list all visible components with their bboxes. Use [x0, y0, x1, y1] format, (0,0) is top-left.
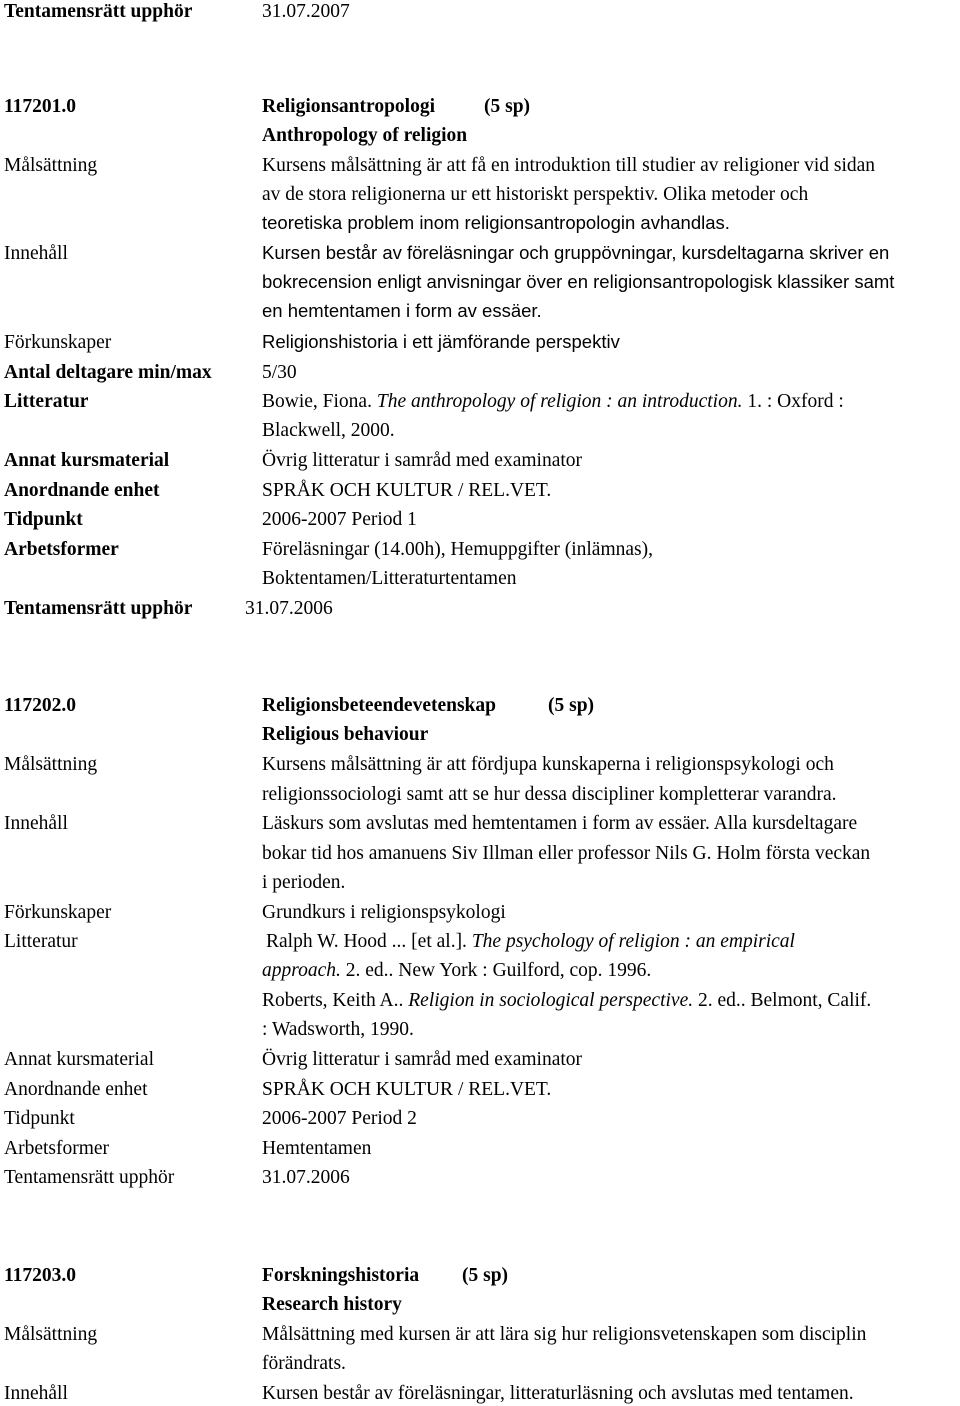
- annat-label: Annat kursmaterial: [4, 450, 170, 471]
- tidpunkt-value: 2006-2007 Period 2: [262, 1108, 417, 1129]
- top-value: 31.07.2007: [262, 1, 350, 22]
- tentamen-label: Tentamensrätt upphör: [4, 598, 193, 619]
- course-subtitle: Anthropology of religion: [262, 125, 468, 146]
- anordnande-value: SPRÅK OCH KULTUR / REL.VET.: [262, 480, 552, 501]
- course-credits: (5 sp): [462, 1265, 509, 1286]
- course-code: 117201.0: [4, 96, 77, 117]
- course-credits: (5 sp): [548, 695, 595, 716]
- anordnande-label: Anordnande enhet: [4, 1079, 148, 1100]
- forkunskaper-label: Förkunskaper: [4, 332, 112, 353]
- tentamen-value: 31.07.2006: [262, 1167, 350, 1188]
- tidpunkt-label: Tidpunkt: [4, 509, 83, 530]
- forkunskaper-label: Förkunskaper: [4, 902, 112, 923]
- litteratur-entry-cont: approach. 2. ed.. New York : Guilford, cop. 1996.: [262, 960, 652, 981]
- innehall-line: Läskurs som avslutas med hemtentamen i form av essäer. Alla kursdeltagare: [262, 813, 858, 834]
- course-code: 117202.0: [4, 695, 77, 716]
- antal-label: Antal deltagare min/max: [4, 362, 212, 383]
- course-subtitle: Research history: [262, 1294, 402, 1315]
- litteratur-entry: Roberts, Keith A.. Religion in sociological perspective. 2. ed.. Belmont, Calif.: [262, 990, 872, 1011]
- innehall-line: i perioden.: [262, 872, 346, 893]
- litteratur-entry: Bowie, Fiona. The anthropology of religion : an introduction. 1. : Oxford :: [262, 391, 844, 412]
- litteratur-label: Litteratur: [4, 931, 78, 952]
- malsattning-label: Målsättning: [4, 155, 98, 176]
- malsattning-line: Kursens målsättning är att få en introduktion till studier av religioner vid sidan: [262, 155, 876, 176]
- innehall-label: Innehåll: [4, 813, 68, 834]
- malsattning-line: förändrats.: [262, 1353, 346, 1374]
- course-credits: (5 sp): [484, 96, 531, 117]
- course-subtitle: Religious behaviour: [262, 724, 429, 745]
- tidpunkt-value: 2006-2007 Period 1: [262, 509, 417, 530]
- forkunskaper-value: Religionshistoria i ett jämförande perspektiv: [262, 331, 620, 352]
- annat-value: Övrig litteratur i samråd med examinator: [262, 1049, 583, 1070]
- innehall-line: bokrecension enligt anvisningar över en religionsantropologisk klassiker samt: [262, 271, 895, 292]
- annat-label: Annat kursmaterial: [4, 1049, 154, 1070]
- litteratur-label: Litteratur: [4, 391, 89, 412]
- anordnande-value: SPRÅK OCH KULTUR / REL.VET.: [262, 1079, 552, 1100]
- annat-value: Övrig litteratur i samråd med examinator: [262, 450, 583, 471]
- course-title: Forskningshistoria: [262, 1265, 420, 1286]
- arbetsformer-line: Föreläsningar (14.00h), Hemuppgifter (inlämnas),: [262, 539, 653, 560]
- tidpunkt-label: Tidpunkt: [4, 1108, 75, 1129]
- malsattning-line: religionssociologi samt att se hur dessa discipliner kompletterar varandra.: [262, 784, 837, 805]
- course-title: Religionsantropologi: [262, 96, 435, 117]
- arbetsformer-label: Arbetsformer: [4, 539, 119, 560]
- forkunskaper-value: Grundkurs i religionspsykologi: [262, 902, 506, 923]
- arbetsformer-label: Arbetsformer: [4, 1138, 110, 1159]
- top-label: Tentamensrätt upphör: [4, 1, 193, 22]
- innehall-label: Innehåll: [4, 1383, 68, 1404]
- litteratur-entry: Ralph W. Hood ... [et al.]. The psychology of religion : an empirical: [266, 931, 795, 952]
- malsattning-line: Målsättning med kursen är att lära sig hur religionsvetenskapen som disciplin: [262, 1324, 867, 1345]
- antal-value: 5/30: [262, 362, 297, 383]
- malsattning-line: av de stora religionerna ur ett historiskt perspektiv. Olika metoder och: [262, 184, 809, 205]
- arbetsformer-value: Hemtentamen: [262, 1138, 372, 1159]
- malsattning-label: Målsättning: [4, 1324, 98, 1345]
- tentamen-value: 31.07.2006: [245, 598, 333, 619]
- innehall-line: Kursen består av föreläsningar, litteraturläsning och avslutas med tentamen.: [262, 1383, 854, 1404]
- innehall-line: en hemtentamen i form av essäer.: [262, 300, 542, 321]
- litteratur-entry-cont: Blackwell, 2000.: [262, 420, 395, 441]
- litteratur-entry-cont: : Wadsworth, 1990.: [262, 1019, 414, 1040]
- course-code: 117203.0: [4, 1265, 77, 1286]
- arbetsformer-line: Boktentamen/Litteraturtentamen: [262, 568, 517, 589]
- malsattning-label: Målsättning: [4, 754, 98, 775]
- malsattning-line: Kursens målsättning är att fördjupa kunskaperna i religionspsykologi och: [262, 754, 834, 775]
- tentamen-label: Tentamensrätt upphör: [4, 1167, 175, 1188]
- course-title: Religionsbeteendevetenskap: [262, 695, 496, 716]
- innehall-line: Kursen består av föreläsningar och gruppövningar, kursdeltagarna skriver en: [262, 242, 890, 263]
- innehall-label: Innehåll: [4, 243, 68, 264]
- anordnande-label: Anordnande enhet: [4, 480, 160, 501]
- innehall-line: bokar tid hos amanuens Siv Illman eller professor Nils G. Holm första veckan: [262, 843, 871, 864]
- malsattning-line: teoretiska problem inom religionsantropologin avhandlas.: [262, 212, 730, 233]
